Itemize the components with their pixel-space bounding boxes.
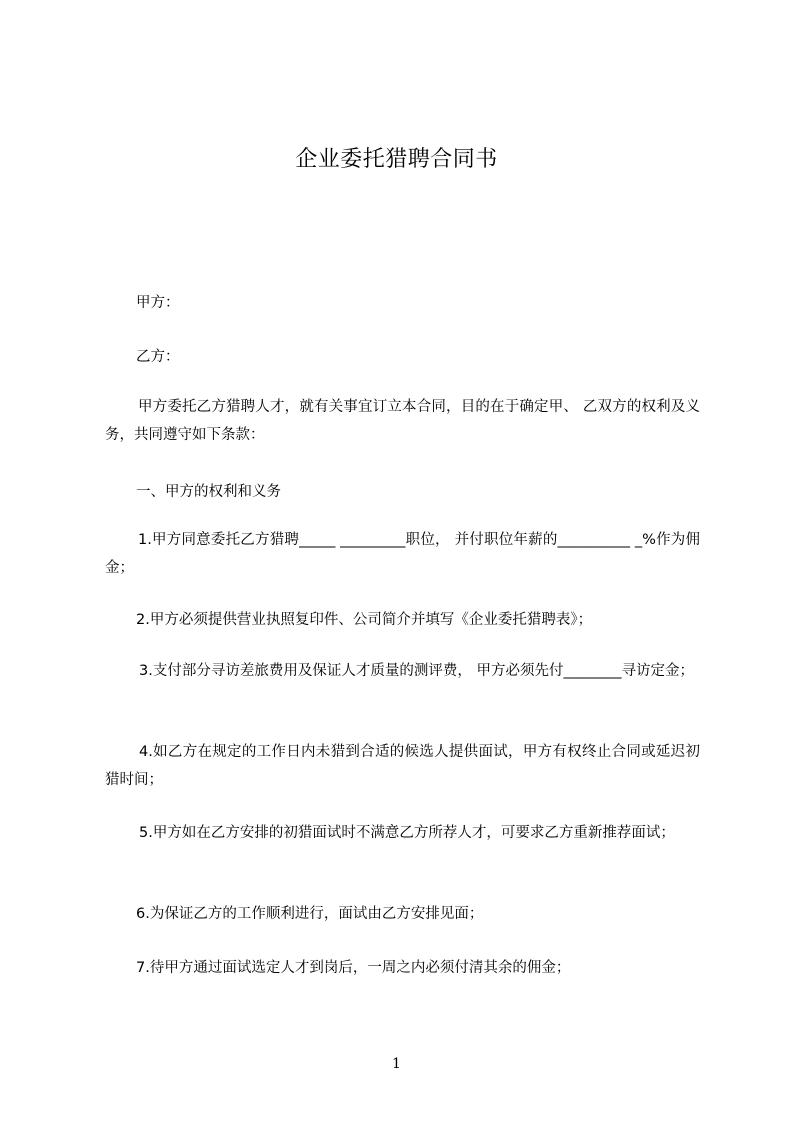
page-number: 1 <box>392 1056 401 1072</box>
document-title: 企业委托猎聘合同书 <box>295 147 498 172</box>
clause-item: 2.甲方必须提供营业执照复印件、公司简介并填写《企业委托猎聘表》； <box>136 612 593 628</box>
party-b-label: 乙方： <box>136 349 180 365</box>
clause-item: 6.为保证乙方的工作顺利进行，面试由乙方安排见面； <box>136 906 484 922</box>
clause-item: 4.如乙方在规定的工作日内未猎到合适的候选人提供面试，甲方有权终止合同或延迟初猎时间； <box>105 744 700 788</box>
clause-item: 3.支付部分寻访差旅费用及保证人才质量的测评费， 甲方必须先付________寻访定金； <box>139 663 694 679</box>
clause-item: 5.甲方如在乙方安排的初猎面试时不满意乙方所荐人才，可要求乙方重新推荐面试； <box>139 825 675 841</box>
clause-item: 1.甲方同意委托乙方猎聘_____ _________职位， 并付职位年薪的__________ _%作为佣金； <box>105 532 700 576</box>
section-heading: 一、甲方的权利和义务 <box>136 484 281 500</box>
intro-paragraph: 甲方委托乙方猎聘人才，就有关事宜订立本合同，目的在于确定甲、 乙双方的权利及义务，共同遵守如下条款： <box>105 399 700 443</box>
party-a-label: 甲方： <box>136 295 180 311</box>
clause-item: 7.待甲方通过面试选定人才到岗后，一周之内必须付清其余的佣金； <box>136 960 571 976</box>
